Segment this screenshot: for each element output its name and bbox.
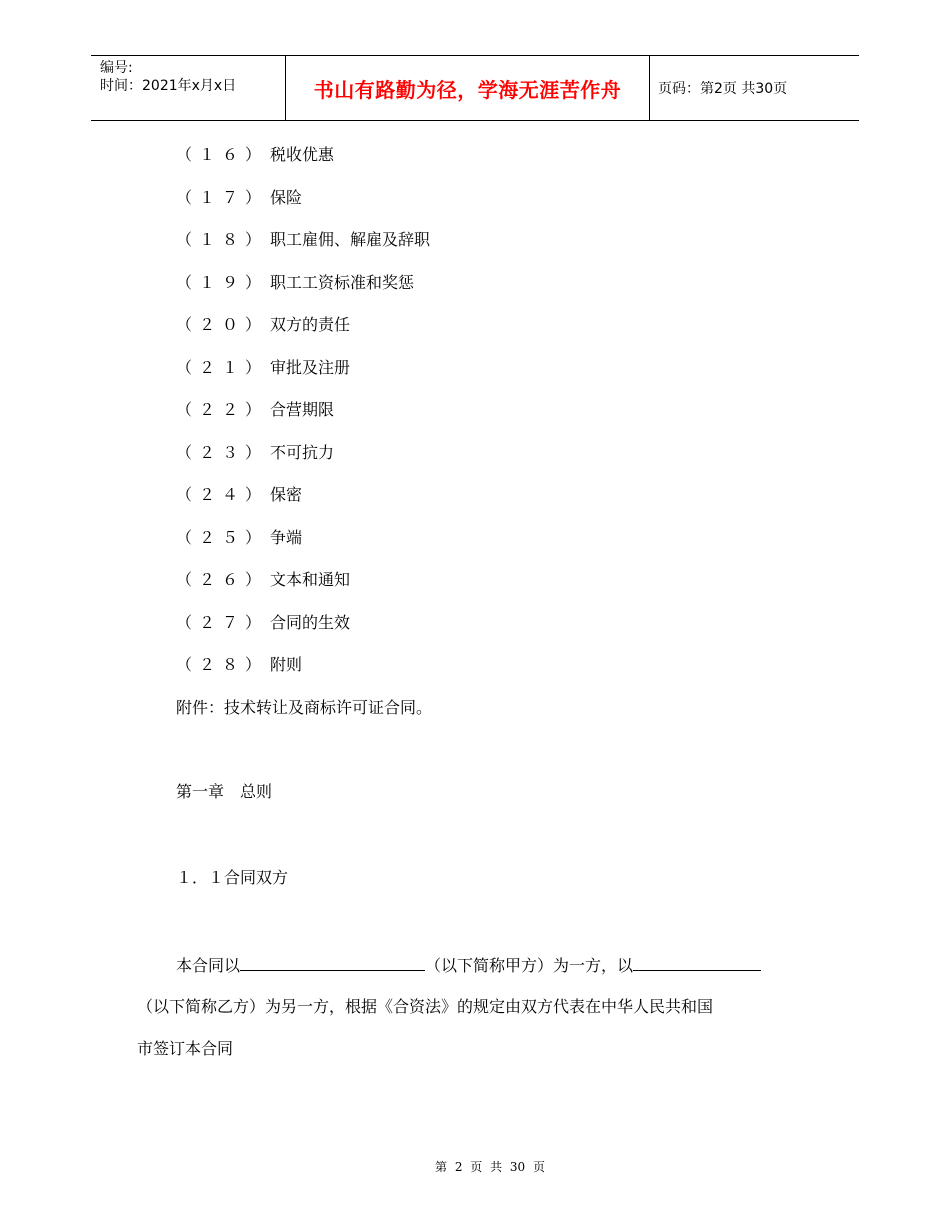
paragraph-line-3: 市签订本合同 <box>137 1039 234 1058</box>
header-page-info: 页码：第2页 共30页 <box>658 81 788 97</box>
page-footer: 第 2 页 共 30 页 <box>435 1160 545 1174</box>
toc-item-text: 职工工资标准和奖惩 <box>270 273 415 292</box>
toc-item-text: 税收优惠 <box>270 145 335 164</box>
code-label: 编号: <box>100 60 133 76</box>
toc-item <box>176 315 350 335</box>
header-meta <box>91 56 286 120</box>
toc-item <box>176 570 350 590</box>
toc-item-number: （２６） <box>176 570 269 589</box>
toc-item-number: （２８） <box>176 655 269 674</box>
toc-item-number: （２０） <box>176 315 269 334</box>
party-b-blank[interactable] <box>633 954 761 971</box>
toc-item-number: （２７） <box>176 613 269 632</box>
toc-item-text: 保密 <box>270 485 303 504</box>
toc-item <box>176 485 302 505</box>
toc-item-text: 职工雇佣、解雇及辞职 <box>270 230 431 249</box>
toc-item <box>176 400 334 420</box>
paragraph-line-1 <box>176 954 761 976</box>
paragraph-line-2: （以下简称乙方）为另一方，根据《合资法》的规定由双方代表在中华人民共和国 <box>137 997 714 1016</box>
toc-item-number: （１８） <box>176 230 269 249</box>
toc-item <box>176 443 334 463</box>
toc-item-number: （１７） <box>176 188 269 207</box>
toc-item <box>176 273 414 293</box>
toc-item-text: 文本和通知 <box>270 570 351 589</box>
toc-item-number: （２５） <box>176 528 269 547</box>
toc-item-number: （２３） <box>176 443 269 462</box>
toc-item-text: 审批及注册 <box>270 358 351 377</box>
toc-item <box>176 230 430 250</box>
toc-item-text: 合营期限 <box>270 400 335 419</box>
toc-item <box>176 655 302 675</box>
paragraph-text: 本合同以 <box>176 956 241 975</box>
toc-item-text: 不可抗力 <box>270 443 335 462</box>
toc-item-number: （１９） <box>176 273 269 292</box>
time-label: 时间：2021年x月x日 <box>100 78 237 94</box>
section-title: １．１合同双方 <box>176 868 289 887</box>
toc-item-text: 合同的生效 <box>270 613 351 632</box>
toc-item-number: （２２） <box>176 400 269 419</box>
toc-item <box>176 358 350 378</box>
toc-item-text: 双方的责任 <box>270 315 351 334</box>
toc-item <box>176 188 302 208</box>
attachment-note: 附件：技术转让及商标许可证合同。 <box>176 698 433 717</box>
toc-item-number: （２１） <box>176 358 269 377</box>
chapter-title: 第一章 总则 <box>176 782 273 801</box>
header-motto: 书山有路勤为径，学海无涯苦作舟 <box>286 56 650 120</box>
page-header <box>91 55 859 121</box>
toc-item-text: 保险 <box>270 188 303 207</box>
toc-item-text: 附则 <box>270 655 303 674</box>
toc-item-number: （２４） <box>176 485 269 504</box>
toc-item <box>176 613 350 633</box>
toc-item <box>176 528 302 548</box>
paragraph-text: （以下简称甲方）为一方，以 <box>425 956 634 975</box>
toc-item <box>176 145 334 165</box>
toc-item-number: （１６） <box>176 145 269 164</box>
party-a-blank[interactable] <box>240 954 425 971</box>
toc-item-text: 争端 <box>270 528 303 547</box>
